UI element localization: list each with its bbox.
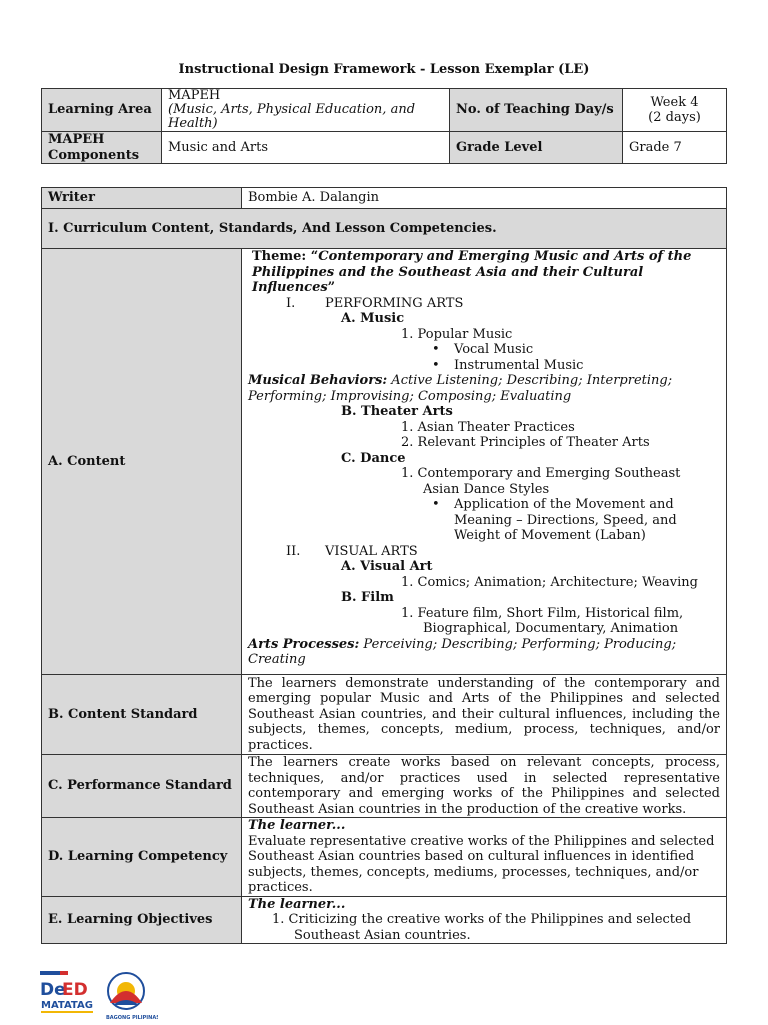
content-standard-text: The learners demonstrate understanding of the contemporary and emerging popular Music and Arts of the Philippines and selected Southeast Asian countries, and their cultural influences, including the subjects, themes, concepts, medium, process, techniques, and/or practices. — [242, 675, 727, 755]
writer-value: Bombie A. Dalangin — [242, 188, 727, 209]
arts-processes — [248, 637, 720, 668]
popular-music-item: 1. Popular Music — [401, 326, 513, 342]
visual-art-heading: A. Visual Art — [341, 559, 433, 574]
performing-arts-heading — [248, 296, 720, 312]
learning-objective-1-cont: Southeast Asian countries. — [294, 927, 471, 943]
theater-heading: B. Theater Arts — [341, 404, 453, 419]
visual-art-item-1: 1. Comics; Animation; Architecture; Weaving — [401, 574, 698, 590]
grade-level-value: Grade 7 — [623, 132, 727, 164]
section-heading: I. Curriculum Content, Standards, And Lesson Competencies. — [42, 209, 727, 249]
vocal-music-item — [248, 342, 720, 358]
instrumental-music-label: Instrumental Music — [454, 357, 584, 373]
matatag-wordmark: MATATAG — [41, 1000, 93, 1011]
grade-level-label: Grade Level — [450, 132, 623, 164]
bullet-icon — [432, 497, 454, 512]
content-cell — [242, 249, 727, 675]
teaching-days-count: (2 days) — [648, 110, 701, 125]
footer-logos — [38, 967, 158, 1021]
arts-processes-text: Perceiving; Describing; Performing; Producing; Creating — [248, 636, 677, 667]
theme-suffix: ” — [327, 280, 336, 295]
teaching-days-label: No. of Teaching Day/s — [450, 89, 623, 132]
performance-standard-label: C. Performance Standard — [42, 755, 242, 818]
dance-item-1: 1. Contemporary and Emerging Southeast — [401, 466, 681, 481]
teaching-days-week: Week 4 — [650, 94, 699, 110]
performing-arts-label: PERFORMING ARTS — [325, 295, 464, 311]
instrumental-music-item — [248, 358, 720, 374]
header-table — [41, 88, 727, 164]
dance-bullet — [248, 497, 720, 513]
learning-competency-cell — [242, 818, 727, 897]
film-item-1-cont: Biographical, Documentary, Animation — [423, 621, 679, 636]
dance-heading: C. Dance — [341, 450, 406, 466]
theme-prefix: Theme: “ — [252, 249, 319, 264]
musical-behaviors-label: Musical Behaviors: — [248, 373, 388, 388]
page-title: Instructional Design Framework - Lesson Exemplar (LE) — [178, 62, 590, 77]
music-heading: A. Music — [341, 311, 405, 326]
content-standard-label: B. Content Standard — [42, 675, 242, 755]
roman-numeral-2: II. — [286, 543, 301, 559]
performance-standard-text: The learners create works based on relevant concepts, process, techniques, and/or practices used in selected representative contemporary and emerging works of the Philippines and selected Southeast Asian countries in the production of the creative works. — [242, 755, 727, 818]
theme-text: Contemporary and Emerging Music and Arts of the Philippines and the Southeast Asia and their Cultural Influences — [252, 249, 692, 295]
learning-objectives-label: E. Learning Objectives — [42, 896, 242, 944]
theme — [248, 249, 720, 296]
deped-wordmark: De — [40, 980, 66, 1000]
components-label: MAPEH Components — [42, 132, 162, 164]
learning-objective-1: 1. Criticizing the creative works of the Philippines and selected — [272, 912, 692, 927]
theater-item-1: 1. Asian Theater Practices — [401, 419, 575, 435]
teaching-days-value — [623, 89, 727, 132]
theater-item-2: 2. Relevant Principles of Theater Arts — [401, 435, 650, 450]
curriculum-table — [41, 187, 727, 944]
visual-arts-heading — [248, 544, 720, 560]
learning-area-label: Learning Area — [42, 89, 162, 132]
vocal-music-label: Vocal Music — [454, 342, 534, 357]
components-value: Music and Arts — [162, 132, 450, 164]
writer-label: Writer — [42, 188, 242, 209]
bullet-icon — [432, 358, 454, 373]
deped-logo — [38, 967, 158, 1021]
learning-area-sub: (Music, Arts, Physical Education, and Health) — [168, 102, 416, 131]
learning-competency-lead: The learner... — [248, 818, 346, 833]
musical-behaviors-text: Active Listening; Describing; Interpreting; Performing; Improvising; Composing; Evaluating — [248, 373, 673, 404]
dance-bullet-line-3: Weight of Movement (Laban) — [454, 528, 646, 543]
film-item-1: 1. Feature film, Short Film, Historical film, — [401, 605, 684, 621]
bullet-icon — [432, 342, 454, 357]
dance-item-1-cont: Asian Dance Styles — [423, 481, 550, 497]
learning-area-main: MAPEH — [168, 88, 221, 103]
dance-bullet-line-2: Meaning – Directions, Speed, and — [454, 512, 677, 528]
content-label: A. Content — [42, 249, 242, 675]
bagong-pilipinas-wordmark: BAGONG PILIPINAS — [106, 1015, 158, 1021]
dance-bullet-line-1: Application of the Movement and — [454, 497, 674, 512]
deped-wordmark-ed: ED — [62, 980, 88, 1000]
learning-objectives-lead: The learner... — [248, 896, 346, 912]
film-heading: B. Film — [341, 590, 394, 605]
arts-processes-label: Arts Processes: — [248, 636, 360, 652]
roman-numeral-1: I. — [286, 295, 296, 311]
musical-behaviors — [248, 373, 720, 404]
learning-objectives-cell — [242, 896, 727, 944]
learning-area-value — [162, 89, 450, 132]
learning-competency-text: Evaluate representative creative works of the Philippines and selected Southeast Asian countries based on cultural influences in identified subjects, themes, concepts, mediums, processes, techniques, and/or practices. — [248, 833, 715, 895]
learning-competency-label: D. Learning Competency — [42, 818, 242, 897]
visual-arts-label: VISUAL ARTS — [325, 543, 418, 559]
